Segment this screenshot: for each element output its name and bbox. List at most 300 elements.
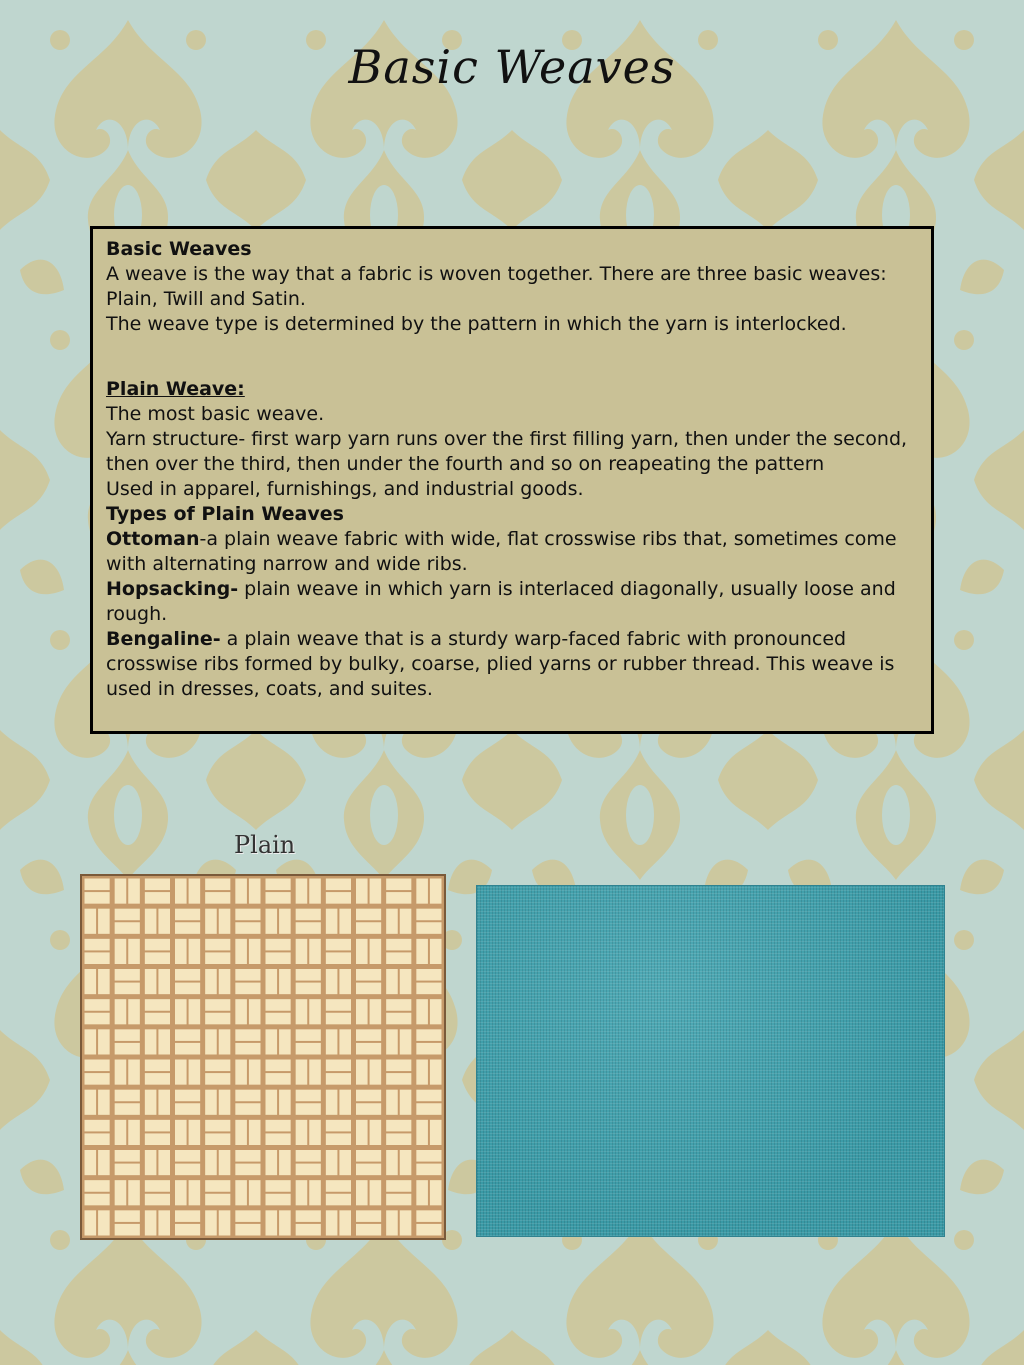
weave-yarn-strip (339, 969, 351, 994)
weave-yarn-strip (356, 1029, 381, 1041)
weave-yarn-strip (266, 879, 291, 891)
weave-yarn-strip (235, 909, 260, 921)
weave-yarn-strip (339, 1210, 351, 1235)
weave-yarn-strip (145, 1013, 170, 1025)
weave-yarn-strip (416, 999, 428, 1024)
weave-yarn-strip (386, 1180, 411, 1192)
weave-yarn-strip (145, 1180, 170, 1192)
weave-yarn-strip (235, 1164, 260, 1176)
weave-yarn-strip (370, 1120, 382, 1145)
weave-yarn-strip (98, 969, 110, 994)
weave-yarn-strip (296, 1090, 321, 1102)
weave-yarn-strip (145, 969, 157, 994)
weave-yarn-strip (175, 1150, 200, 1162)
weave-yarn-strip (219, 1210, 231, 1235)
weave-yarn-strip (356, 1164, 381, 1176)
plain-weave-diagram (80, 874, 446, 1240)
weave-yarn-strip (416, 1224, 441, 1236)
weave-yarn-strip (235, 1103, 260, 1115)
weave-yarn-strip (85, 1194, 110, 1206)
weave-yarn-strip (235, 1120, 247, 1145)
weave-yarn-strip (235, 1060, 247, 1085)
weave-yarn-strip (296, 909, 321, 921)
weave-yarn-strip (356, 1210, 381, 1222)
weave-yarn-strip (356, 1120, 368, 1145)
weave-yarn-strip (266, 969, 278, 994)
weave-yarn-strip (279, 909, 291, 934)
weave-yarn-strip (356, 1150, 381, 1162)
weave-yarn-strip (266, 892, 291, 904)
weave-yarn-strip (145, 1090, 157, 1115)
weave-yarn-strip (249, 999, 261, 1024)
weave-yarn-strip (296, 922, 321, 934)
weave-yarn-strip (266, 909, 278, 934)
weave-yarn-strip (386, 1073, 411, 1085)
plain-weave-heading: Plain Weave: (106, 378, 245, 400)
weave-yarn-strip (175, 909, 200, 921)
weave-yarn-strip (235, 879, 247, 904)
weave-yarn-strip (339, 909, 351, 934)
weave-yarn-strip (235, 939, 247, 964)
weave-yarn-strip (370, 879, 382, 904)
weave-yarn-strip (416, 1060, 428, 1085)
weave-yarn-strip (175, 969, 200, 981)
weave-yarn-strip (235, 1090, 260, 1102)
weave-yarn-strip (279, 1090, 291, 1115)
weave-yarn-strip (309, 1060, 321, 1085)
weave-yarn-strip (85, 879, 110, 891)
weave-yarn-strip (296, 1164, 321, 1176)
weave-yarn-strip (279, 1029, 291, 1054)
weave-yarn-strip (416, 879, 428, 904)
weave-yarn-strip (145, 1210, 157, 1235)
weave-yarn-strip (386, 1060, 411, 1072)
type-text: plain weave in which yarn is interlaced diagonally, usually loose and rough. (106, 578, 896, 625)
weave-yarn-strip (219, 1090, 231, 1115)
weave-yarn-strip (189, 939, 201, 964)
weave-yarn-strip (219, 969, 231, 994)
weave-yarn-strip (326, 1210, 338, 1235)
weave-yarn-strip (235, 1043, 260, 1055)
weave-yarn-strip (115, 999, 127, 1024)
weave-yarn-strip (339, 1029, 351, 1054)
weave-yarn-strip (145, 1194, 170, 1206)
weave-yarn-strip (416, 1043, 441, 1055)
weave-yarn-strip (400, 969, 412, 994)
weave-yarn-strip (416, 1120, 428, 1145)
type-item-hopsacking (106, 577, 918, 627)
weave-yarn-strip (85, 1180, 110, 1192)
type-name: Ottoman (106, 528, 200, 550)
weave-yarn-strip (279, 1150, 291, 1175)
weave-yarn-strip (400, 1150, 412, 1175)
weave-yarn-strip (326, 1090, 338, 1115)
weave-yarn-strip (115, 1180, 127, 1205)
weave-yarn-strip (145, 1120, 170, 1132)
weave-yarn-strip (205, 1194, 230, 1206)
weave-yarn-strip (158, 1090, 170, 1115)
weave-yarn-strip (205, 1210, 217, 1235)
weave-yarn-strip (85, 999, 110, 1011)
weave-yarn-strip (145, 1060, 170, 1072)
weave-yarn-strip (356, 1060, 368, 1085)
weave-yarn-strip (326, 1120, 351, 1132)
weave-yarn-strip (266, 1060, 291, 1072)
weave-yarn-strip (235, 1210, 260, 1222)
weave-yarn-strip (400, 1090, 412, 1115)
weave-yarn-strip (296, 879, 308, 904)
weave-yarn-strip (296, 1120, 308, 1145)
weave-yarn-strip (430, 1120, 442, 1145)
weave-yarn-strip (115, 1043, 140, 1055)
weave-yarn-strip (326, 939, 351, 951)
plain-desc-1: The most basic weave. (106, 403, 325, 425)
weave-yarn-strip (235, 999, 247, 1024)
weave-yarn-strip (145, 952, 170, 964)
weave-yarn-strip (219, 909, 231, 934)
weave-yarn-strip (145, 939, 170, 951)
weave-yarn-strip (145, 909, 157, 934)
weave-yarn-strip (128, 1180, 140, 1205)
weave-yarn-strip (205, 909, 217, 934)
weave-yarn-strip (386, 969, 398, 994)
weave-yarn-strip (326, 892, 351, 904)
weave-yarn-strip (85, 952, 110, 964)
weave-yarn-strip (175, 1090, 200, 1102)
description-text-box (90, 226, 934, 734)
weave-yarn-strip (326, 1194, 351, 1206)
weave-yarn-strip (235, 969, 260, 981)
weave-yarn-strip (370, 939, 382, 964)
weave-yarn-strip (266, 1194, 291, 1206)
weave-yarn-strip (235, 922, 260, 934)
weave-yarn-strip (175, 1164, 200, 1176)
weave-yarn-strip (128, 879, 140, 904)
weave-yarn-strip (115, 939, 127, 964)
intro-line-2: The weave type is determined by the pattern in which the yarn is interlocked. (106, 313, 847, 335)
weave-yarn-strip (430, 999, 442, 1024)
weave-yarn-strip (416, 1150, 441, 1162)
weave-yarn-strip (85, 909, 97, 934)
weave-yarn-strip (249, 1120, 261, 1145)
weave-yarn-strip (235, 983, 260, 995)
weave-yarn-strip (326, 1180, 351, 1192)
weave-yarn-strip (356, 999, 368, 1024)
weave-yarn-strip (205, 1120, 230, 1132)
weave-yarn-strip (386, 1150, 398, 1175)
weave-yarn-strip (326, 879, 351, 891)
weave-yarn-strip (386, 952, 411, 964)
weave-yarn-strip (356, 1103, 381, 1115)
weave-yarn-strip (115, 969, 140, 981)
weave-yarn-strip (98, 1029, 110, 1054)
weave-yarn-strip (205, 939, 230, 951)
weave-yarn-strip (249, 1180, 261, 1205)
weave-yarn-strip (416, 1029, 441, 1041)
weave-yarn-strip (326, 1073, 351, 1085)
type-item-bengaline (106, 627, 918, 702)
weave-yarn-strip (115, 983, 140, 995)
weave-yarn-strip (279, 1210, 291, 1235)
weave-yarn-strip (145, 1029, 157, 1054)
weave-yarn-strip (115, 1224, 140, 1236)
weave-yarn-strip (85, 1073, 110, 1085)
weave-yarn-strip (98, 1150, 110, 1175)
plain-weave-fabric-swatch (477, 886, 944, 1236)
weave-yarn-strip (205, 952, 230, 964)
weave-yarn-strip (266, 1150, 278, 1175)
weave-yarn-strip (430, 879, 442, 904)
weave-yarn-strip (205, 879, 230, 891)
weave-yarn-strip (356, 1043, 381, 1055)
type-name: Hopsacking- (106, 578, 239, 600)
weave-yarn-strip (266, 1073, 291, 1085)
weave-yarn-strip (356, 1180, 368, 1205)
weave-yarn-strip (386, 939, 411, 951)
weave-yarn-strip (85, 1029, 97, 1054)
weave-yarn-strip (205, 892, 230, 904)
weave-yarn-strip (145, 1073, 170, 1085)
weave-yarn-strip (115, 1029, 140, 1041)
weave-yarn-strip (296, 1150, 321, 1162)
weave-yarn-strip (175, 1103, 200, 1115)
weave-yarn-strip (249, 1060, 261, 1085)
weave-yarn-strip (370, 999, 382, 1024)
weave-yarn-strip (416, 1103, 441, 1115)
weave-yarn-strip (326, 999, 351, 1011)
weave-yarn-strip (416, 922, 441, 934)
plain-figure-label: Plain (234, 831, 296, 859)
weave-yarn-strip (356, 1090, 381, 1102)
weave-yarn-strip (115, 1060, 127, 1085)
weave-yarn-strip (356, 939, 368, 964)
weave-yarn-strip (296, 969, 321, 981)
weave-yarn-strip (158, 1210, 170, 1235)
weave-yarn-strip (175, 879, 187, 904)
weave-yarn-strip (339, 1090, 351, 1115)
intro-line-1: A weave is the way that a fabric is woven together. There are three basic weaves: Plain, Twill and Satin. (106, 263, 887, 310)
weave-yarn-strip (128, 1060, 140, 1085)
weave-yarn-strip (309, 1180, 321, 1205)
weave-yarn-strip (115, 1120, 127, 1145)
plain-desc-2: Yarn structure- first warp yarn runs over the first filling yarn, then under the second, then over the third, then under the fourth and so on reapeating the pattern (106, 428, 908, 475)
weave-yarn-strip (296, 983, 321, 995)
weave-yarn-strip (85, 1150, 97, 1175)
weave-yarn-strip (266, 1120, 291, 1132)
weave-yarn-strip (296, 999, 308, 1024)
plain-desc-3: Used in apparel, furnishings, and industrial goods. (106, 478, 584, 500)
weave-yarn-strip (175, 922, 200, 934)
weave-yarn-strip (370, 1180, 382, 1205)
weave-yarn-strip (356, 879, 368, 904)
weave-yarn-strip (115, 1164, 140, 1176)
weave-yarn-strip (326, 952, 351, 964)
weave-yarn-strip (309, 999, 321, 1024)
weave-yarn-strip (249, 879, 261, 904)
weave-yarn-strip (85, 969, 97, 994)
weave-yarn-strip (430, 1060, 442, 1085)
weave-yarn-strip (266, 999, 291, 1011)
weave-yarn-strip (205, 1073, 230, 1085)
weave-yarn-strip (115, 1150, 140, 1162)
weave-yarn-strip (175, 1043, 200, 1055)
weave-yarn-strip (356, 969, 381, 981)
weave-yarn-strip (266, 1133, 291, 1145)
paragraph-gap (106, 337, 918, 377)
weave-yarn-strip (85, 1210, 97, 1235)
weave-yarn-strip (85, 1090, 97, 1115)
page-title: Basic Weaves (348, 40, 676, 94)
weave-yarn-strip (98, 1210, 110, 1235)
weave-yarn-strip (145, 879, 170, 891)
weave-yarn-strip (266, 1090, 278, 1115)
weave-yarn-strip (326, 969, 338, 994)
weave-yarn-strip (158, 909, 170, 934)
weave-yarn-strip (326, 1133, 351, 1145)
weave-yarn-strip (175, 1210, 200, 1222)
weave-yarn-strip (98, 1090, 110, 1115)
weave-yarn-strip (339, 1150, 351, 1175)
weave-yarn-strip (309, 879, 321, 904)
weave-yarn-strip (189, 1060, 201, 1085)
weave-yarn-strip (85, 1120, 110, 1132)
weave-yarn-strip (386, 1029, 398, 1054)
weave-yarn-strip (175, 1180, 187, 1205)
weave-yarn-strip (326, 1013, 351, 1025)
weave-yarn-strip (296, 1060, 308, 1085)
weave-yarn-strip (309, 939, 321, 964)
weave-yarn-strip (400, 1210, 412, 1235)
weave-yarn-strip (128, 939, 140, 964)
weave-yarn-strip (386, 1120, 411, 1132)
weave-yarn-strip (309, 1120, 321, 1145)
weave-yarn-strip (386, 1133, 411, 1145)
weave-yarn-strip (205, 969, 217, 994)
weave-yarn-strip (356, 909, 381, 921)
weave-yarn-strip (386, 999, 411, 1011)
weave-yarn-strip (416, 1210, 441, 1222)
weave-yarn-strip (296, 1224, 321, 1236)
intro-heading: Basic Weaves (106, 238, 252, 260)
weave-yarn-strip (416, 909, 441, 921)
weave-yarn-strip (189, 1180, 201, 1205)
types-heading: Types of Plain Weaves (106, 503, 344, 525)
weave-yarn-strip (145, 1133, 170, 1145)
weave-yarn-strip (326, 1029, 338, 1054)
weave-yarn-strip (296, 1043, 321, 1055)
weave-yarn-strip (266, 1013, 291, 1025)
weave-yarn-strip (158, 969, 170, 994)
weave-yarn-strip (205, 1013, 230, 1025)
weave-yarn-strip (266, 1029, 278, 1054)
weave-yarn-strip (205, 1029, 217, 1054)
weave-yarn-strip (145, 1150, 157, 1175)
weave-yarn-strip (175, 999, 187, 1024)
weave-yarn-strip (219, 1029, 231, 1054)
weave-yarn-strip (128, 999, 140, 1024)
weave-yarn-strip (416, 1090, 441, 1102)
weave-yarn-strip (296, 1029, 321, 1041)
weave-yarn-strip (145, 999, 170, 1011)
weave-yarn-strip (175, 983, 200, 995)
weave-yarn-strip (249, 939, 261, 964)
weave-yarn-strip (386, 1194, 411, 1206)
weave-yarn-strip (115, 922, 140, 934)
weave-yarn-strip (266, 939, 291, 951)
weave-yarn-strip (296, 939, 308, 964)
weave-yarn-strip (205, 1180, 230, 1192)
weave-yarn-strip (279, 969, 291, 994)
weave-yarn-strip (158, 1029, 170, 1054)
type-text: a plain weave that is a sturdy warp-faced fabric with pronounced crosswise ribs formed by bulky, coarse, plied yarns or rubber thread. This weave is used in dresses, coats, and suites. (106, 628, 895, 700)
weave-yarn-strip (205, 1060, 230, 1072)
weave-yarn-strip (205, 1133, 230, 1145)
weave-yarn-strip (235, 1029, 260, 1041)
weave-yarn-strip (430, 939, 442, 964)
weave-yarn-strip (235, 1180, 247, 1205)
weave-yarn-strip (416, 1180, 428, 1205)
weave-yarn-strip (386, 892, 411, 904)
weave-yarn-strip (326, 1150, 338, 1175)
weave-yarn-strip (356, 922, 381, 934)
weave-yarn-strip (128, 1120, 140, 1145)
weave-yarn-strip (370, 1060, 382, 1085)
weave-yarn-strip (115, 1090, 140, 1102)
weave-yarn-strip (416, 1164, 441, 1176)
weave-yarn-strip (98, 909, 110, 934)
weave-yarn-strip (205, 999, 230, 1011)
weave-yarn-strip (85, 939, 110, 951)
type-name: Bengaline- (106, 628, 221, 650)
type-text: -a plain weave fabric with wide, flat crosswise ribs that, sometimes come with alternating narrow and wide ribs. (106, 528, 897, 575)
weave-yarn-strip (266, 1210, 278, 1235)
weave-yarn-strip (85, 1060, 110, 1072)
weave-yarn-strip (85, 1013, 110, 1025)
weave-yarn-strip (145, 892, 170, 904)
weave-yarn-strip (296, 1103, 321, 1115)
weave-yarn-strip (416, 939, 428, 964)
weave-yarn-strip (115, 1210, 140, 1222)
weave-yarn-strip (175, 939, 187, 964)
weave-yarn-strip (219, 1150, 231, 1175)
weave-yarn-strip (115, 879, 127, 904)
weave-yarn-strip (430, 1180, 442, 1205)
weave-yarn-strip (115, 1103, 140, 1115)
weave-yarn-strip (175, 1060, 187, 1085)
weave-yarn-strip (296, 1180, 308, 1205)
weave-yarn-strip (386, 879, 411, 891)
weave-yarn-strip (386, 1090, 398, 1115)
weave-yarn-strip (416, 983, 441, 995)
weave-yarn-strip (326, 909, 338, 934)
weave-yarn-strip (189, 1120, 201, 1145)
weave-yarn-strip (235, 1224, 260, 1236)
weave-yarn-strip (175, 1120, 187, 1145)
weave-yarn-strip (400, 909, 412, 934)
weave-yarn-strip (416, 969, 441, 981)
weave-yarn-strip (85, 892, 110, 904)
weave-yarn-strip (175, 1029, 200, 1041)
weave-yarn-strip (266, 1180, 291, 1192)
weave-yarn-strip (296, 1210, 321, 1222)
weave-yarn-strip (386, 1013, 411, 1025)
weave-yarn-strip (115, 909, 140, 921)
weave-yarn-strip (235, 1150, 260, 1162)
weave-yarn-strip (386, 1210, 398, 1235)
weave-yarn-strip (356, 983, 381, 995)
weave-yarn-strip (189, 879, 201, 904)
type-item-ottoman (106, 527, 918, 577)
